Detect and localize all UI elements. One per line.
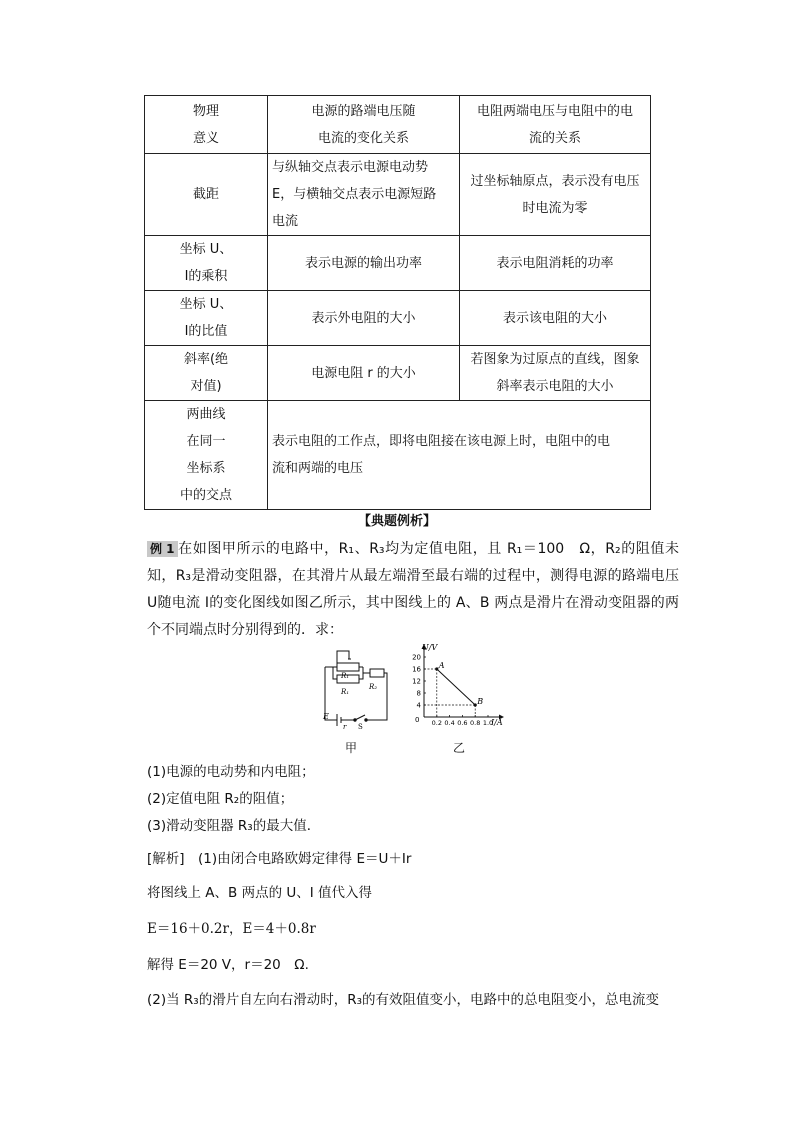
question-2: (2)定值电阻 R₂的阻值； <box>147 791 294 807</box>
point-label: A <box>438 661 445 670</box>
origin-label: 0 <box>415 716 420 724</box>
row-label: 两曲线 在同一 坐标系 中的交点 <box>145 401 268 510</box>
r2-label: R₂ <box>369 683 378 691</box>
question-3: (3)滑动变阻器 R₃的最大值． <box>147 818 321 834</box>
question-1: (1)电源的电动势和内电阻； <box>147 764 315 780</box>
comparison-table <box>144 95 651 510</box>
x-axis-label: I/A <box>491 718 503 727</box>
source-cell: 与纵轴交点表示电源电动势 E，与横轴交点表示电源短路 电流 <box>268 154 460 236</box>
table-row <box>145 346 651 401</box>
solution-line-1: [解析] (1)由闭合电路欧姆定律得 E＝U＋Ir <box>147 851 412 867</box>
row-label: 斜率(绝 对值) <box>145 346 268 401</box>
source-cell: 电源电阻 r 的大小 <box>268 346 460 401</box>
y-tick-label: 4 <box>416 701 421 710</box>
row-label: 物理 意义 <box>145 96 268 154</box>
x-tick-label: 1.0 <box>482 719 494 727</box>
resistor-cell: 电阻两端电压与电阻中的电 流的关系 <box>460 96 651 154</box>
table-row <box>145 154 651 236</box>
row-label: 坐标 U、 I的乘积 <box>145 236 268 291</box>
y-tick-label: 20 <box>412 653 421 662</box>
solution-line-4: 解得 E＝20 V，r＝20 Ω. <box>147 957 309 973</box>
example-text: 在如图甲所示的电路中，R₁、R₃均为定值电阻，且 R₁＝100 Ω，R₂的阻值未知，R₃是滑动变阻器，在其滑片从最左端滑至最右端的过程中，测得电源的路端电压 U随电流 I的变化图线如图乙所示，其中图线上的 A、B 两点是滑片在滑动变阻器的两个不同端点时分别得到的．求： <box>147 541 679 638</box>
source-cell: 表示电源的输出功率 <box>268 236 460 291</box>
internal-resistance-label: r <box>343 723 347 730</box>
example-badge: 例 1 <box>147 541 178 557</box>
x-tick-label: 0.8 <box>470 719 481 727</box>
switch-label: S <box>358 723 363 730</box>
r1-top-label: R₁ <box>341 672 350 680</box>
table-row <box>145 291 651 346</box>
solution-line-3: E＝16＋0.2r，E＝4＋0.8r <box>147 921 316 937</box>
row-label: 坐标 U、 I的比值 <box>145 291 268 346</box>
example-paragraph <box>147 536 679 644</box>
table-row <box>145 96 651 154</box>
y-tick-label: 12 <box>412 677 421 686</box>
row-label: 截距 <box>145 154 268 236</box>
y-tick-label: 8 <box>416 689 421 698</box>
resistor-cell: 若图象为过原点的直线，图象 斜率表示电阻的大小 <box>460 346 651 401</box>
solution-line-5: (2)当 R₃的滑片自左向右滑动时，R₃的有效阻值变小，电路中的总电阻变小，总电流变 <box>147 992 659 1008</box>
table-row <box>145 401 651 510</box>
resistor-cell: 过坐标轴原点，表示没有电压 时电流为零 <box>460 154 651 236</box>
solution-line-2: 将图线上 A、B 两点的 U、I 值代入得 <box>147 885 373 901</box>
resistor-cell: 表示该电阻的大小 <box>460 291 651 346</box>
x-tick-label: 0.2 <box>431 719 442 727</box>
circuit-caption: 甲 <box>345 741 358 755</box>
y-axis-label: U/V <box>422 643 438 652</box>
emf-label: E <box>323 712 329 721</box>
r1-bottom-label: R₁ <box>341 688 350 696</box>
y-tick-label: 16 <box>412 665 421 674</box>
merged-cell: 表示电阻的工作点，即将电阻接在该电源上时，电阻中的电 流和两端的电压 <box>268 401 651 510</box>
source-cell: 电源的路端电压随 电流的变化关系 <box>268 96 460 154</box>
point-label: B <box>477 697 484 706</box>
resistor-cell: 表示电阻消耗的功率 <box>460 236 651 291</box>
x-tick-label: 0.6 <box>457 719 468 727</box>
graph-caption: 乙 <box>453 741 466 755</box>
ui-graph <box>404 640 516 730</box>
data-line <box>437 669 475 705</box>
x-tick-label: 0.4 <box>444 719 455 727</box>
table-row <box>145 236 651 291</box>
source-cell: 表示外电阻的大小 <box>268 291 460 346</box>
circuit-diagram <box>315 645 390 730</box>
section-title: 【典题例析】 <box>357 514 436 529</box>
